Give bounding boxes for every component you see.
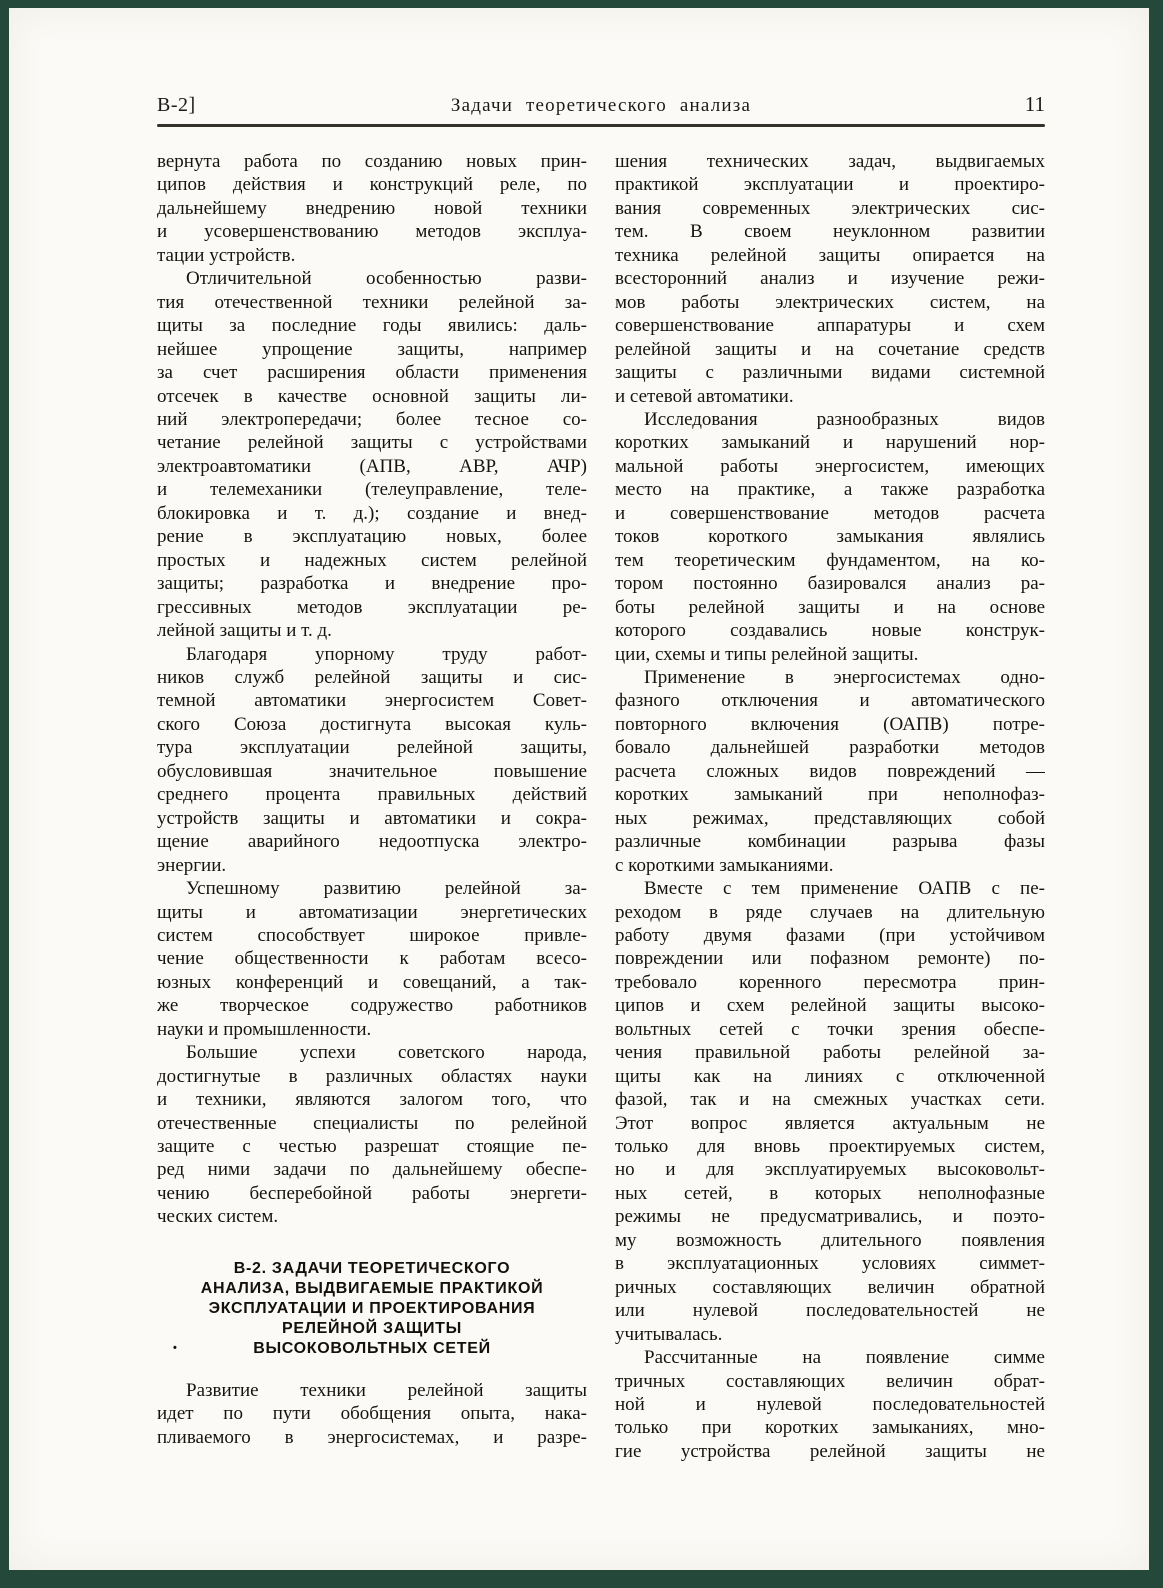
text-line: тем. В своем неуклонном развитии xyxy=(615,221,1045,243)
text-line: электроавтоматики (АПВ, АВР, АЧР) xyxy=(157,455,587,477)
text-line: тура эксплуатации релейной защиты, xyxy=(157,737,587,759)
text-line: Успешному развитию релейной за- xyxy=(186,878,587,900)
text-line: защиты с различными видами системной xyxy=(615,362,1045,384)
text-line: и техники, являются залогом того, что xyxy=(157,1089,587,1111)
text-line: с короткими замыканиями. xyxy=(615,854,834,876)
paragraph xyxy=(157,643,587,878)
text-line: только при коротких замыканиях, мно- xyxy=(615,1417,1045,1439)
text-line: ной и нулевой последовательностей xyxy=(615,1394,1045,1416)
text-line: тричных составляющих величин обрат- xyxy=(615,1370,1045,1392)
text-line: фазой, так и на смежных участках сети. xyxy=(615,1089,1045,1111)
page-number: 11 xyxy=(1024,92,1045,116)
text-line: нейшее упрощение защиты, например xyxy=(157,338,587,360)
text-line: работу двумя фазами (при устойчивом xyxy=(615,924,1045,946)
text-line: Отличительной особенностью разви- xyxy=(186,268,587,290)
text-line: ции, схемы и типы релейной защиты. xyxy=(615,643,919,665)
text-line: простых и надежных систем релейной xyxy=(157,549,587,571)
text-line: ципов действия и конструкций реле, по xyxy=(157,174,587,196)
text-line: дальнейшему внедрению новой техники xyxy=(157,197,587,219)
paragraph xyxy=(157,1379,587,1449)
text-line: же творческое содружество работников xyxy=(157,995,587,1017)
text-line: обусловившая значительное повышение xyxy=(157,760,587,782)
text-line: отсечек в качестве основной защиты ли- xyxy=(157,385,587,407)
text-line: щиты за последние годы явились: даль- xyxy=(157,315,587,337)
text-column-right xyxy=(615,150,1045,1463)
text-line: место на практике, а также разработка xyxy=(615,479,1045,501)
text-line: идет по пути обобщения опыта, нака- xyxy=(157,1403,587,1425)
text-line: расчета сложных видов повреждений — xyxy=(615,760,1045,782)
text-line: требовало коренного пересмотра прин- xyxy=(615,971,1045,993)
text-line: практикой эксплуатации и проектиро- xyxy=(615,174,1045,196)
running-head-title: Задачи теоретического анализа xyxy=(450,95,752,116)
paragraph xyxy=(157,267,587,642)
text-line: темной автоматики энергосистем Совет- xyxy=(157,690,587,712)
text-line: за счет расширения области применения xyxy=(157,362,587,384)
text-line: лейной защиты и т. д. xyxy=(157,620,332,642)
text-line: ний электропередачи; более тесное со- xyxy=(157,408,587,430)
text-line: релейной защиты и на сочетание средств xyxy=(615,338,1045,360)
text-line: учитывалась. xyxy=(615,1323,723,1345)
paragraph xyxy=(615,150,1045,408)
text-line: фазного отключения и автоматического xyxy=(615,690,1045,712)
text-line: ричных составляющих величин обратной xyxy=(615,1276,1045,1298)
running-head-section: В-2] xyxy=(157,94,196,116)
paragraph xyxy=(157,877,587,1041)
text-line: мальной работы энергосистем, имеющих xyxy=(615,455,1045,477)
text-column-left xyxy=(157,150,587,1463)
running-head xyxy=(157,92,1045,127)
text-line: энергии. xyxy=(157,854,227,876)
text-line: чению бесперебойной работы энергети- xyxy=(157,1182,587,1204)
text-line: ред ними задачи по дальнейшему обеспе- xyxy=(157,1159,587,1181)
text-line: Применение в энергосистемах одно- xyxy=(644,666,1045,688)
text-line: Рассчитанные на появление симме xyxy=(644,1347,1045,1369)
text-line: грессивных методов эксплуатации ре- xyxy=(157,596,587,618)
paragraph xyxy=(615,666,1045,877)
text-line: коротких замыканий при неполнофаз- xyxy=(615,784,1045,806)
heading-line: В-2. ЗАДАЧИ ТЕОРЕТИЧЕСКОГО xyxy=(233,1259,511,1277)
text-line: щиты как на линиях с отключенной xyxy=(615,1065,1045,1087)
paragraph xyxy=(157,1041,587,1229)
text-line: систем способствует широкое привле- xyxy=(157,924,587,946)
paragraph xyxy=(615,877,1045,1346)
text-line: только для вновь проектируемых систем, xyxy=(615,1136,1045,1158)
stray-ink-mark: • xyxy=(173,1341,178,1354)
text-line: науки и промышленности. xyxy=(157,1018,372,1040)
header-rule xyxy=(157,124,1045,127)
heading-line: ВЫСОКОВОЛЬТНЫХ СЕТЕЙ xyxy=(253,1339,491,1357)
text-line: пливаемого в энергосистемах, и разре- xyxy=(157,1426,587,1448)
text-line: защиты; разработка и внедрение про- xyxy=(157,573,587,595)
text-line: Этот вопрос является актуальным не xyxy=(615,1112,1045,1134)
text-line: различные комбинации разрыва фазы xyxy=(615,831,1045,853)
text-line: но и для эксплуатируемых высоковольт- xyxy=(615,1159,1045,1181)
text-line: тации устройств. xyxy=(157,244,296,266)
paragraph xyxy=(615,408,1045,666)
text-line: ных сетей, в которых неполнофазные xyxy=(615,1182,1045,1204)
text-line: ципов и схем релейной защиты высоко- xyxy=(615,995,1045,1017)
heading-line: РЕЛЕЙНОЙ ЗАЩИТЫ xyxy=(281,1319,462,1337)
text-line: тия отечественной техники релейной за- xyxy=(157,291,587,313)
text-line: среднего процента правильных действий xyxy=(157,784,587,806)
text-line: повреждении или пофазном ремонте) по- xyxy=(615,948,1045,970)
text-line: техника релейной защиты опирается на xyxy=(615,244,1045,266)
text-line: токов короткого замыкания являлись xyxy=(615,526,1045,548)
text-line: устройств защиты и автоматики и сокра- xyxy=(157,807,587,829)
text-line: и телемеханики (телеуправление, теле- xyxy=(157,479,587,501)
text-line: ников служб релейной защиты и сис- xyxy=(157,666,587,688)
section-heading xyxy=(157,1259,587,1359)
text-line: тором постоянно базировался анализ ра- xyxy=(615,573,1045,595)
text-line: в эксплуатационных условиях симмет- xyxy=(615,1253,1045,1275)
text-line: повторного включения (ОАПВ) потре- xyxy=(615,713,1045,735)
heading-line: ЭКСПЛУАТАЦИИ И ПРОЕКТИРОВАНИЯ xyxy=(208,1299,536,1317)
text-line: блокировка и т. д.); создание и внед- xyxy=(157,502,587,524)
text-line: тем теоретическим фундаментом, на ко- xyxy=(615,549,1045,571)
text-line: четание релейной защиты с устройствами xyxy=(157,432,587,454)
text-line: ского Союза достигнута высокая куль- xyxy=(157,713,587,735)
page-content xyxy=(157,150,1045,1463)
paragraph xyxy=(157,150,587,267)
text-line: чения правильной работы релейной за- xyxy=(615,1042,1045,1064)
text-line: режимы не предусматривались, и поэто- xyxy=(615,1206,1045,1228)
text-line: вернута работа по созданию новых прин- xyxy=(157,151,587,172)
text-line: юзных конференций и совещаний, а так- xyxy=(157,971,587,993)
text-line: достигнутые в различных областях науки xyxy=(157,1065,587,1087)
text-line: боты релейной защиты и на основе xyxy=(615,596,1045,618)
text-line: коротких замыканий и нарушений нор- xyxy=(615,432,1045,454)
text-line: Большие успехи советского народа, xyxy=(186,1042,587,1064)
text-line: ных режимах, представляющих собой xyxy=(615,807,1045,829)
text-line: вания современных электрических сис- xyxy=(615,197,1045,219)
text-line: щение аварийного недоотпуска электро- xyxy=(157,831,587,853)
text-line: отечественные специалисты по релейной xyxy=(157,1112,587,1134)
text-line: Вместе с тем применение ОАПВ с пе- xyxy=(644,878,1045,900)
text-line: чение общественности к работам всесо- xyxy=(157,948,587,970)
paragraph xyxy=(615,1346,1045,1463)
text-line: или нулевой последовательностей не xyxy=(615,1300,1045,1322)
text-line: совершенствование аппаратуры и схем xyxy=(615,315,1045,337)
page xyxy=(9,8,1149,1570)
text-line: рение в эксплуатацию новых, более xyxy=(157,526,587,548)
text-line: которого создавались новые конструк- xyxy=(615,620,1045,642)
text-line: гие устройства релейной защиты не xyxy=(615,1440,1045,1462)
text-line: Развитие техники релейной защиты xyxy=(186,1379,587,1401)
text-line: и совершенствование методов расчета xyxy=(615,502,1045,524)
text-line: му возможность длительного появления xyxy=(615,1229,1045,1251)
text-line: ческих систем. xyxy=(157,1206,279,1228)
text-line: щиты и автоматизации энергетических xyxy=(157,901,587,923)
heading-line: АНАЛИЗА, ВЫДВИГАЕМЫЕ ПРАКТИКОЙ xyxy=(200,1279,544,1297)
text-line: шения технических задач, выдвигаемых xyxy=(615,151,1045,172)
text-line: Благодаря упорному труду работ- xyxy=(186,643,587,665)
text-line: защите с честью разрешат стоящие пе- xyxy=(157,1136,587,1158)
text-line: и сетевой автоматики. xyxy=(615,385,794,407)
text-line: и усовершенствованию методов эксплуа- xyxy=(157,221,587,243)
text-line: всесторонний анализ и изучение режи- xyxy=(615,268,1045,290)
text-line: вольтных сетей с точки зрения обеспе- xyxy=(615,1018,1045,1040)
text-line: мов работы электрических систем, на xyxy=(615,291,1045,313)
text-line: бовало дальнейшей разработки методов xyxy=(615,737,1045,759)
text-line: реходом в ряде случаев на длительную xyxy=(615,901,1045,923)
text-line: Исследования разнообразных видов xyxy=(644,408,1045,430)
